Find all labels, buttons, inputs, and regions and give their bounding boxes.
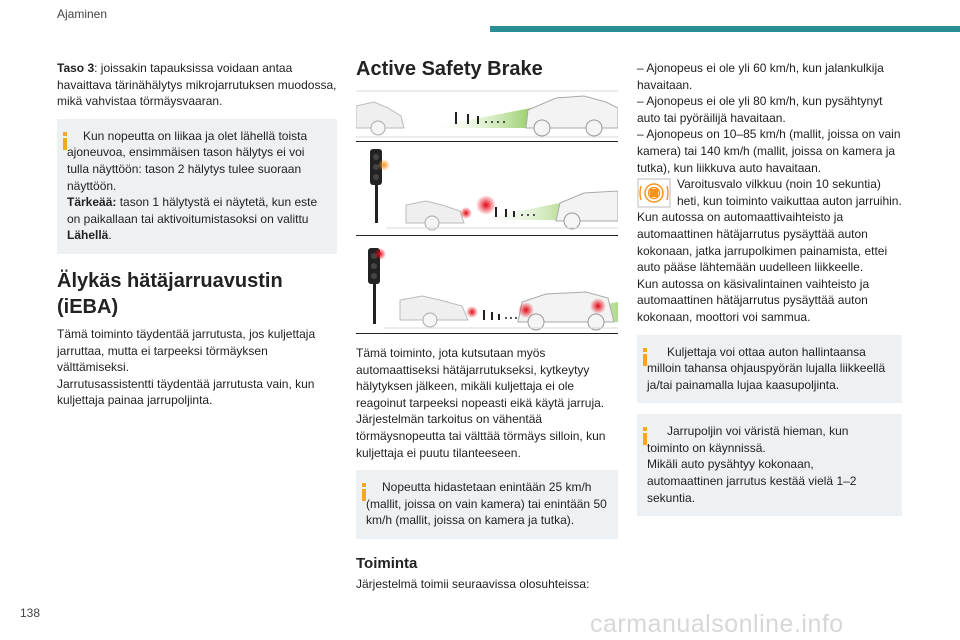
header-accent-bar [490,26,960,32]
note-text-2: Mikäli auto pysähtyy kokonaan, automaattinen jarrutus kestää vielä 1–2 sekuntia. [647,457,857,505]
ieba-paragraph-1: Tämä toiminto täydentää jarrutusta, jos kuljettaja jarruttaa, mutta ei tarpeeksi törmäyksen välttämiseksi. [57,326,316,375]
note-important [67,195,317,242]
column-left [57,60,337,409]
info-note-override [637,335,902,404]
important-label: Tärkeää: [67,195,117,210]
ieba-paragraph-2: Jarrutusassistentti täydentää jarrutusta vain, kun kuljettaja painaa jarrupoljinta. [57,376,315,408]
illustration-emergency-braking [356,240,618,332]
illustration-divider [356,333,618,334]
info-icon [643,348,647,366]
collision-warning-light-icon [637,178,671,208]
info-note-speed [356,470,618,539]
section-heading-ieba: Älykäs hätäjarruavustin (iEBA) [57,269,283,318]
info-note-pedal [637,414,902,516]
subheading-toiminta: Toiminta [356,554,418,572]
lahella-label: Lähellä [67,228,109,243]
illustration-divider [356,235,618,236]
asb-paragraph: Tämä toiminto, jota kutsutaan myös automaattiseksi hätäjarrutukseksi, kytkeytyy hälytyksen jälkeen, mikäli kuljettaja ei ole reagoinut tarpeeksi nopeasti eikä käytä jarruja. Järjestelmän tarkoitus on vähentää törmäysnopeutta tai välttää törmäys silloin, kun kuljettaja ei puutu tilanteeseen. [356,346,606,460]
warning-light-paragraph [637,176,902,209]
taso3-label: Taso 3 [57,61,95,75]
manual-gearbox-paragraph: Kun autossa on käsivalintainen vaihteisto ja automaattinen hätäjarrutus pysäyttää auton kokonaan, moottori voi sammua. [637,276,870,324]
condition-stopped-vehicle: – Ajonopeus ei ole yli 80 km/h, kun pysähtynyt auto tai pyöräilijä havaitaan. [637,94,883,125]
period: . [108,228,112,243]
note-text: Kun nopeutta on liikaa ja olet lähellä toista ajoneuvoa, ensimmäisen tason hälytys ei voi tulla näyttöön: tason 2 hälytys tulee suoraan näyttöön. [67,128,308,193]
illustration-distance-alert [356,88,618,140]
section-heading-asb: Active Safety Brake [356,58,543,80]
info-icon [63,132,67,150]
illustration-divider [356,141,618,142]
illustration-collision-warning [356,145,618,233]
condition-moving-vehicle: – Ajonopeus on 10–85 km/h (mallit, joissa on vain kamera) tai 140 km/h (mallit, joissa on kamera ja tutka), kun liikkuva auto havaitaan. [637,127,901,175]
important-text: tason 1 hälytystä ei näytetä, kun este on paikallaan tai aktivoitumistasoksi on valittu [67,195,318,226]
taso3-text: : joissakin tapauksissa voidaan antaa havaittava tärinähälytys mikrojarrutuksen muodossa, mikä vahvistaa törmäysvaaran. [57,61,337,109]
page-number: 138 [20,606,41,620]
note-text: Nopeutta hidastetaan enintään 25 km/h (mallit, joissa on vain kamera) tai enintään 50 km/h (mallit, joissa on kamera ja tutka). [366,480,607,528]
column-right [637,60,902,516]
automatic-gearbox-paragraph: Kun autossa on automaattivaihteisto ja automaattinen hätäjarrutus pysäyttää auton kokonaan, jatka jarrupolkimen painamista, ettei auto pääse lähtemään uudelleen liikkeelle. [637,210,888,275]
note-text-1: Jarrupoljin voi väristä hieman, kun toiminto on käynnissä. [647,424,849,455]
toiminta-paragraph: Järjestelmä toimii seuraavissa olosuhteissa: [356,576,590,591]
info-note-1 [57,119,337,254]
column-middle [356,345,618,593]
running-header: Ajaminen [57,7,108,21]
info-icon [643,427,647,445]
info-icon [362,483,366,501]
watermark: carmanualsonline.info [590,610,844,638]
condition-pedestrian: – Ajonopeus ei ole yli 60 km/h, kun jalankulkija havaitaan. [637,61,884,92]
warning-light-text: Varoitusvalo vilkkuu (noin 10 sekuntia) heti, kun toiminto vaikuttaa auton jarruihin. [677,177,902,208]
taso3-paragraph [57,60,337,110]
note-text: Kuljettaja voi ottaa auton hallintaansa milloin tahansa ohjauspyörän lujalla liikkeellä ja/tai painamalla lujaa kaasupoljinta. [647,344,886,392]
